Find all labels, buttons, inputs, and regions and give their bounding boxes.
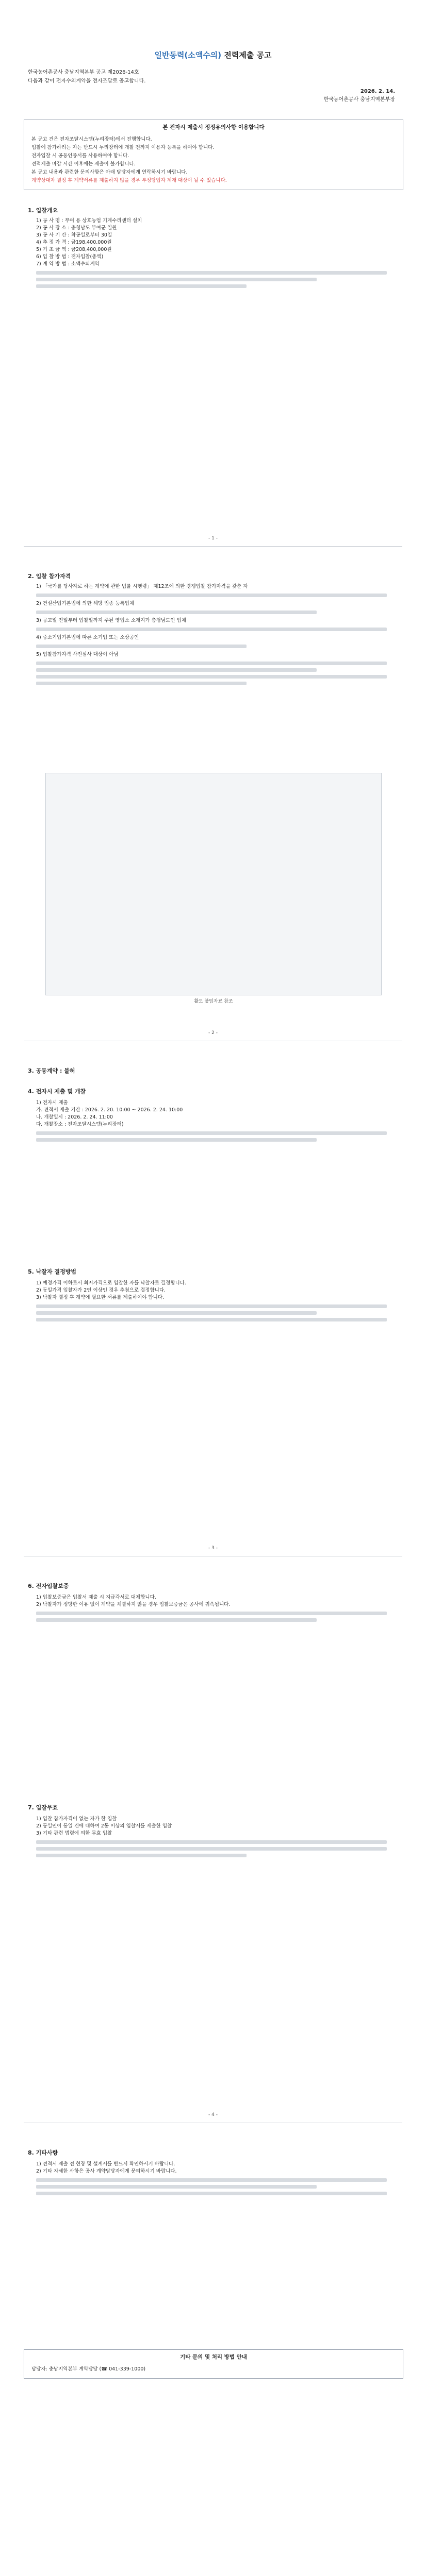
- section-body: [36, 1280, 387, 1325]
- text-line: [36, 594, 387, 597]
- text-line: [36, 1854, 247, 1857]
- notice-meta: [324, 88, 395, 104]
- body-line: 1) 「국가를 당사자로 하는 계약에 관한 법률 시행령」 제12조에 의한 경쟁입찰 참가자격을 갖춘 자: [36, 584, 248, 589]
- section-heading: 6. 전자입찰보증: [28, 1583, 69, 1589]
- page-title: [0, 49, 426, 60]
- text-line: [36, 1311, 317, 1315]
- page-divider: [24, 546, 402, 547]
- notice-item-warning: 계약상대자 결정 후 계약서류를 제출하지 않을 경우 부정당업자 제재 대상이 될 수 있습니다.: [31, 178, 227, 183]
- notice-org: 한국농어촌공사 충남지역본부장: [323, 97, 395, 103]
- notice-item: 본 공고 건은 전자조달시스템(누리장터)에서 진행합니다.: [31, 137, 152, 142]
- notice-item: 견적제출 마감 시간 이후에는 제출이 불가합니다.: [31, 161, 136, 167]
- body-line: 7) 계 약 방 법 : 소액수의계약: [36, 261, 100, 267]
- section-heading: 5. 낙찰자 결정방법: [28, 1268, 76, 1275]
- body-line: 3) 낙찰자 결정 후 계약에 필요한 서류를 제출하여야 합니다.: [36, 1295, 165, 1300]
- text-line: [36, 2192, 387, 2195]
- text-line: [36, 2178, 387, 2182]
- page-number: - 4 -: [208, 2112, 218, 2117]
- notice-item: 본 공고 내용과 관련한 문의사항은 아래 담당자에게 연락하시기 바랍니다.: [31, 170, 188, 175]
- text-line: [36, 645, 247, 648]
- section-heading: 2. 입찰 참가자격: [28, 573, 71, 580]
- text-line: [36, 278, 317, 281]
- body-line: 1) 전자시 제출: [36, 1100, 68, 1106]
- section-body: [36, 2161, 387, 2198]
- text-line: [36, 1304, 387, 1308]
- body-line: 1) 입찰보증금은 입찰서 제출 시 지급각서로 대체합니다.: [36, 1595, 156, 1600]
- section-heading: 8. 기타사항: [28, 2149, 58, 2156]
- text-line: [36, 284, 247, 288]
- section-heading: 7. 입찰무효: [28, 1804, 58, 1811]
- text-line: [36, 1138, 317, 1142]
- body-line: 1) 공 사 명 : 부여 용 상호농업 기계수리센터 설치: [36, 218, 142, 224]
- notice-box-list: [31, 136, 396, 184]
- section-heading: 3. 공동계약 : 불허: [28, 1067, 75, 1074]
- text-line: [36, 628, 387, 631]
- body-line: 2) 공 사 장 소 : 충청남도 부여군 일원: [36, 225, 117, 231]
- title-accent: 일반동력(소액수의): [154, 50, 222, 60]
- figure-caption: 활도 붙임자료 참조: [194, 999, 233, 1004]
- body-line: 5) 기 초 금 액 : 금208,400,000원: [36, 247, 112, 252]
- contact-line: 담당자: 충남지역본부 계약담당 (☎ 041-339-1000): [31, 2366, 146, 2372]
- section-body: [36, 1816, 387, 1860]
- body-line: 5) 입찰참가자격 사전심사 대상이 아님: [36, 652, 119, 657]
- section-body: [36, 1099, 387, 1145]
- body-line: 가. 견적서 제출 기간 : 2026. 2. 20. 10:00 ~ 2026. 2. 24. 10:00: [36, 1107, 183, 1113]
- body-line: 1) 예정가격 이하로서 최저가격으로 입찰한 자를 낙찰자로 결정합니다.: [36, 1280, 186, 1286]
- body-line: 2) 동일가격 입찰자가 2인 이상인 경우 추첨으로 결정합니다.: [36, 1287, 166, 1293]
- text-line: [36, 271, 387, 275]
- notice-date: 2026. 2. 14.: [360, 89, 395, 94]
- text-line: [36, 675, 387, 679]
- page-number: - 2 -: [208, 1030, 218, 1036]
- body-line: 2) 낙찰자가 정당한 이유 없이 계약을 체결하지 않을 경우 입찰보증금은 공사에 귀속됩니다.: [36, 1602, 231, 1607]
- page-number: - 3 -: [208, 1546, 218, 1551]
- contact-box: [24, 2349, 403, 2379]
- body-line: 2) 건설산업기본법에 의한 해당 업종 등록업체: [36, 601, 135, 606]
- body-line: 2) 동일인이 동일 건에 대하여 2통 이상의 입찰서를 제출한 입찰: [36, 1823, 172, 1829]
- text-line: [36, 1618, 317, 1622]
- intro-text: [28, 68, 389, 86]
- text-line: [36, 662, 387, 665]
- page-number: - 1 -: [208, 536, 218, 541]
- body-line: 4) 중소기업기본법에 따른 소기업 또는 소상공인: [36, 635, 139, 640]
- text-line: [36, 682, 247, 685]
- notice-item: 입찰에 참가하려는 자는 반드시 누리장터에 개찰 전까지 이용자 등록을 하여야 합니다.: [31, 145, 215, 150]
- text-line: [36, 1840, 387, 1844]
- section-body: [36, 1594, 387, 1625]
- notice-item: 전자입찰 시 공동인증서를 사용하여야 합니다.: [31, 153, 129, 159]
- attached-figure: [45, 773, 382, 1004]
- body-line: 4) 추 정 가 격 : 금198,400,000원: [36, 240, 112, 245]
- section-heading: 1. 입찰개요: [28, 207, 58, 214]
- text-line: [36, 668, 317, 672]
- notice-box: [24, 120, 403, 190]
- body-line: 6) 입 찰 방 법 : 전자입찰(총액): [36, 254, 104, 260]
- text-line: [36, 1612, 387, 1615]
- body-line: 1) 견적서 제출 전 현장 및 설계서를 반드시 확인하시기 바랍니다.: [36, 2161, 175, 2167]
- notice-box-title: 본 전자시 제출시 정정유의사항 이용합니다: [162, 124, 265, 130]
- intro-line-1: 한국농어촌공사 충남지역본부 공고 제2026-14호: [28, 70, 139, 75]
- title-rest: 전력제출 공고: [224, 50, 272, 60]
- text-line: [36, 2185, 317, 2189]
- body-line: 나. 개찰일시 : 2026. 2. 24. 11:00: [36, 1114, 113, 1120]
- section-body: [36, 583, 387, 688]
- text-line: [36, 1847, 387, 1851]
- body-line: 다. 개찰장소 : 전자조달시스템(누리장터): [36, 1122, 124, 1127]
- body-line: 3) 기타 관련 법령에 의한 무효 입찰: [36, 1831, 112, 1836]
- body-line: 1) 입찰 참가자격이 없는 자가 한 입찰: [36, 1816, 117, 1822]
- section-body: [36, 217, 387, 291]
- section-heading: 4. 전자시 제출 및 개찰: [28, 1088, 86, 1095]
- contact-title: 기타 문의 및 처리 방법 안내: [180, 2354, 247, 2360]
- text-line: [36, 1318, 387, 1321]
- body-line: 3) 공고일 전일부터 입찰일까지 주된 영업소 소재지가 충청남도인 업체: [36, 618, 186, 623]
- text-line: [36, 611, 317, 614]
- text-line: [36, 1131, 387, 1135]
- intro-line-2: 다음과 같이 전자수의계약을 전자조달로 공고합니다.: [28, 78, 146, 84]
- contact-list: [31, 2366, 396, 2373]
- body-line: 2) 기타 자세한 사항은 공사 계약담당자에게 문의하시기 바랍니다.: [36, 2168, 177, 2174]
- body-line: 3) 공 사 기 간 : 착공일로부터 30일: [36, 232, 112, 238]
